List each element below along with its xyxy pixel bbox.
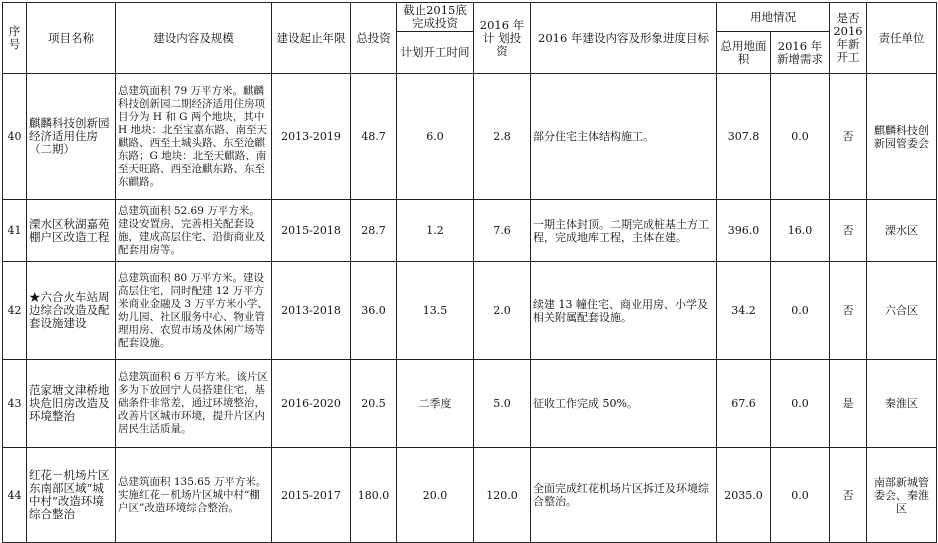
row-land-new: 0.0 (771, 448, 830, 543)
row-name: ★六合火车站周边综合改造及配套设施建设 (27, 262, 116, 360)
row-seq: 40 (3, 74, 27, 200)
row-scope: 总建筑面积 135.65 万平方米。实施红花－机场片区城中村“棚户区”改造环境综合整治。 (116, 448, 272, 543)
row-done: 6.0 (397, 74, 474, 200)
row-plan: 120.0 (474, 448, 531, 543)
row-unit: 秦淮区 (867, 360, 937, 448)
row-land-new: 0.0 (771, 262, 830, 360)
header-name: 项目名称 (27, 3, 116, 74)
row-done: 1.2 (397, 200, 474, 262)
row-total: 20.5 (351, 360, 397, 448)
header-done-sub: 计划开工时间 (397, 32, 474, 74)
row-period: 2013-2019 (272, 74, 351, 200)
row-period: 2015-2017 (272, 448, 351, 543)
row-total: 180.0 (351, 448, 397, 543)
table-row (3, 200, 937, 262)
row-target: 续建 13 幢住宅、商业用房、小学及相关附属配套设施。 (531, 262, 717, 360)
table-row (3, 262, 937, 360)
row-target: 征收工作完成 50%。 (531, 360, 717, 448)
row-land-total: 67.6 (717, 360, 771, 448)
row-done: 20.0 (397, 448, 474, 543)
row-period: 2016-2020 (272, 360, 351, 448)
row-scope: 总建筑面积 80 万平方米。建设高层住宅，同时配建 12 万平方米商业金融及 3 万平方米小学、幼儿园、社区服务中心、物业管理用房、农贸市场及休闲广场等配套设施。 (116, 262, 272, 360)
row-newstart: 否 (830, 200, 867, 262)
row-target: 一期主体封顶。二期完成桩基土方工程，完成地库工程，主体在建。 (531, 200, 717, 262)
project-table (2, 2, 937, 543)
header-land: 用地情况 (717, 3, 830, 32)
header-target: 2016 年建设内容及形象进度目标 (531, 3, 717, 74)
row-unit: 六合区 (867, 262, 937, 360)
row-scope: 总建筑面积 6 万平方米。该片区多为下放回宁人员搭建住宅，基础条件非常差，通过环境整治，改善片区城市环境，提升片区内居民生活质量。 (116, 360, 272, 448)
row-land-total: 34.2 (717, 262, 771, 360)
row-scope: 总建筑面积 52.69 万平方米。建设安置房，完善相关配套设施，建成高层住宅、沿街商业及配套用房等。 (116, 200, 272, 262)
row-land-total: 307.8 (717, 74, 771, 200)
row-unit: 麒麟科技创新园管委会 (867, 74, 937, 200)
row-total: 36.0 (351, 262, 397, 360)
row-newstart: 否 (830, 448, 867, 543)
row-name: 溧水区秋湖嘉苑棚户区改造工程 (27, 200, 116, 262)
row-plan: 5.0 (474, 360, 531, 448)
header-land-total: 总用地面积 (717, 32, 771, 74)
header-scope: 建设内容及规模 (116, 3, 272, 74)
row-target: 部分住宅主体结构施工。 (531, 74, 717, 200)
table-row (3, 360, 937, 448)
row-newstart: 否 (830, 74, 867, 200)
row-name: 范家塘文津桥地块危旧房改造及环境整治 (27, 360, 116, 448)
row-plan: 2.0 (474, 262, 531, 360)
row-plan: 2.8 (474, 74, 531, 200)
header-done-top: 截止2015底完成投资 (397, 3, 474, 32)
header-land-new: 2016 年新增需求 (771, 32, 830, 74)
header-newstart: 是否2016年新开工 (830, 3, 867, 74)
row-scope: 总建筑面积 79 万平方米。麒麟科技创新园二期经济适用住房项目分为 H 和 G 两个地块，其中 H 地块：北至宝嘉东路、南至天麒路、西至土城头路、东至沧麒东路；G 地块：北至天麒路、南至天旺路、西至沧麒东路、东至东麒路。 (116, 74, 272, 200)
header-total: 总投资 (351, 3, 397, 74)
row-unit: 溧水区 (867, 200, 937, 262)
row-total: 28.7 (351, 200, 397, 262)
row-seq: 43 (3, 360, 27, 448)
row-seq: 44 (3, 448, 27, 543)
row-done: 二季度 (397, 360, 474, 448)
row-newstart: 否 (830, 262, 867, 360)
row-target: 全面完成红花机场片区拆迁及环境综合整治。 (531, 448, 717, 543)
row-plan: 7.6 (474, 200, 531, 262)
row-land-new: 16.0 (771, 200, 830, 262)
row-total: 48.7 (351, 74, 397, 200)
table-row (3, 74, 937, 200)
row-seq: 41 (3, 200, 27, 262)
row-seq: 42 (3, 262, 27, 360)
row-newstart: 是 (830, 360, 867, 448)
header-unit: 责任单位 (867, 3, 937, 74)
row-period: 2013-2018 (272, 262, 351, 360)
row-land-new: 0.0 (771, 360, 830, 448)
row-land-new: 0.0 (771, 74, 830, 200)
row-period: 2015-2018 (272, 200, 351, 262)
table-row (3, 448, 937, 543)
header-plan2016: 2016 年计 划投 资 (474, 3, 531, 74)
row-land-total: 2035.0 (717, 448, 771, 543)
row-unit: 南部新城管委会、秦淮区 (867, 448, 937, 543)
row-name: 麒麟科技创新园经济适用住房（二期） (27, 74, 116, 200)
header-period: 建设起止年限 (272, 3, 351, 74)
row-done: 13.5 (397, 262, 474, 360)
row-land-total: 396.0 (717, 200, 771, 262)
row-name: 红花－机场片区东南部区域“城中村”改造环境综合整治 (27, 448, 116, 543)
header-seq: 序号 (3, 3, 27, 74)
